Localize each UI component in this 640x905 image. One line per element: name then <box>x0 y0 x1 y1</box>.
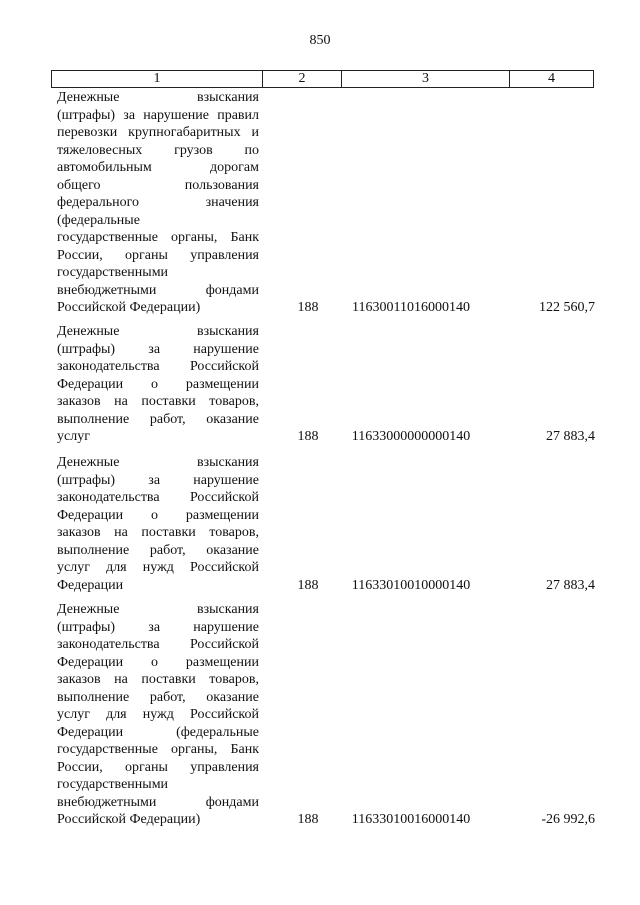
description-line: общего пользования <box>57 177 259 193</box>
description-line: Денежные взыскания <box>57 324 259 339</box>
description-line: законодательства Российской <box>57 490 259 505</box>
row-amount: 27 883,4 <box>546 429 595 444</box>
description-line: Федерации о размещении <box>57 654 259 670</box>
description-line: автомобильным дорогам <box>57 160 259 175</box>
description-line: законодательства Российской <box>57 359 259 374</box>
row-amount: 27 883,4 <box>546 577 595 593</box>
description-line: тяжеловесных грузов по <box>57 142 259 158</box>
row-kbk: 11633010016000140 <box>351 812 471 827</box>
description-line: России, органы управления <box>57 759 259 775</box>
description-line: выполнение работ, оказание <box>57 411 259 427</box>
description-line: Федерации о размещении <box>57 376 259 392</box>
description-line: законодательства Российской <box>57 637 259 652</box>
description-line: Федерации (федеральные <box>57 724 259 740</box>
description-line: (штрафы) за нарушение <box>57 619 259 635</box>
header-col-1: 1 <box>52 71 263 87</box>
description-line: Российской Федерации) <box>57 812 201 827</box>
description-line: государственными <box>57 265 169 280</box>
table-row <box>57 601 595 829</box>
description-line: услуг для нужд Российской <box>57 560 259 575</box>
table-row <box>57 454 595 594</box>
row-description <box>57 454 259 594</box>
header-col-4: 4 <box>548 71 555 86</box>
description-line: (штрафы) за нарушение <box>57 472 259 488</box>
description-line: Денежные взыскания <box>57 602 259 617</box>
description-line: (штрафы) за нарушение <box>57 341 259 357</box>
row-code: 188 <box>297 300 319 315</box>
row-code: 188 <box>297 429 319 444</box>
description-line: Денежные взыскания <box>57 90 259 105</box>
description-line: государственными <box>57 777 169 792</box>
description-line: внебюджетными фондами <box>57 282 259 298</box>
header-col-2: 2 <box>263 71 342 87</box>
description-line: услуг для нужд Российской <box>57 707 259 722</box>
description-line: государственные органы, Банк <box>57 742 259 757</box>
description-line: Российской Федерации) <box>57 300 201 315</box>
description-line: выполнение работ, оказание <box>57 542 259 558</box>
row-code: 188 <box>297 812 319 827</box>
description-line: заказов на поставки товаров, <box>57 394 259 409</box>
description-line: выполнение работ, оказание <box>57 689 259 705</box>
row-code: 188 <box>297 577 319 593</box>
description-line: заказов на поставки товаров, <box>57 525 259 540</box>
description-line: Денежные взыскания <box>57 455 259 470</box>
row-description <box>57 323 259 446</box>
row-description <box>57 601 259 829</box>
description-line: федерального значения <box>57 195 259 210</box>
table-row <box>57 323 595 446</box>
row-description <box>57 89 259 317</box>
description-line: перевозки крупногабаритных и <box>57 125 259 140</box>
table-row <box>57 89 595 317</box>
description-line: (федеральные <box>57 212 140 228</box>
table-header-row <box>51 70 594 88</box>
description-line: внебюджетными фондами <box>57 794 259 810</box>
row-amount: 122 560,7 <box>539 300 595 315</box>
description-line: Федерации <box>57 577 124 593</box>
header-col-3: 3 <box>342 71 510 87</box>
description-line: Федерации о размещении <box>57 507 259 523</box>
description-line: государственные органы, Банк <box>57 230 259 245</box>
description-line: России, органы управления <box>57 247 259 263</box>
description-line: заказов на поставки товаров, <box>57 672 259 687</box>
row-kbk: 11630011016000140 <box>352 300 470 315</box>
description-line: услуг <box>57 429 90 444</box>
row-amount: -26 992,6 <box>541 812 595 827</box>
page-number: 850 <box>309 33 331 48</box>
row-kbk: 11633010010000140 <box>351 577 471 593</box>
row-kbk: 11633000000000140 <box>351 429 471 444</box>
description-line: (штрафы) за нарушение правил <box>57 107 259 123</box>
